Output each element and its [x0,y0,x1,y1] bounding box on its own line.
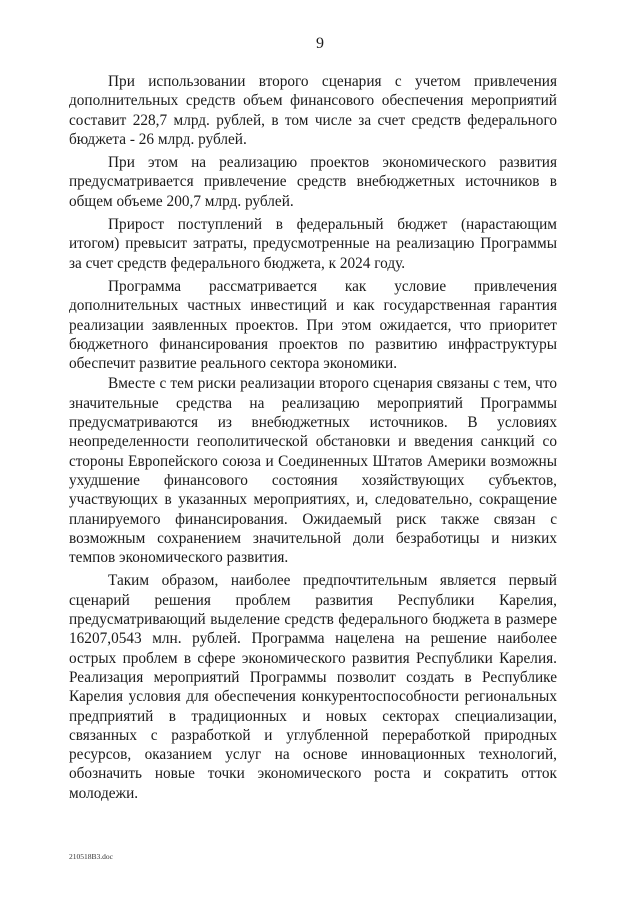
paragraph-scenario-two-funding: При использовании второго сценария с учетом привлечения дополнительных средств объем финансового обеспечения мероприятий составит 228,7 млрд. рублей, в том числе за счет средств федерального бюджета - 26 млрд. рублей. [69,73,557,148]
page-number: 9 [316,35,324,52]
body-text [69,72,557,807]
paragraph-conclusion: Таким образом, наиболее предпочтительным является первый сценарий решения проблем развития Республики Карелия, предусматривающий выделение средств федерального бюджета в размере 16207,0543 млн. рублей. Программа нацелена на решение наиболее острых проблем в сфере экономического развития Республики Карелия. Реализация мероприятий Программы позволит создать в Республике Карелия условия для обеспечения конкурентоспособности региональных предприятий в традиционных и новых секторах специализации, связанных с разработкой и углубленной переработкой природных ресурсов, оказанием услуг на основе инновационных технологий, обозначить новые точки экономического роста и сократить отток молодежи. [69,572,557,802]
paragraph-scenario-two-risks: Вместе с тем риски реализации второго сценария связаны с тем, что значительные средства на реализацию мероприятий Программы предусматриваются из внебюджетных источников. В условиях неопределенности геополитической обстановки и введения санкций со стороны Европейского союза и Соединенных Штатов Америки возможны ухудшение финансового состояния хозяйствующих субъектов, участвующих в указанных мероприятиях, и, следовательно, сокращение планируемого финансирования. Ожидаемый риск также связан с возможным сохранением значительной доли безработицы и низких темпов экономического развития. [69,375,557,567]
paragraph-program-guarantee: Программа рассматривается как условие привлечения дополнительных частных инвестиций и как государственная гарантия реализации заявленных проектов. При этом ожидается, что приоритет бюджетного финансирования проектов по развитию инфраструктуры обеспечит развитие реального сектора экономики. [69,277,557,373]
document-footer-code: 210518B3.doc [69,852,113,861]
paragraph-extrabudgetary-sources: При этом на реализацию проектов экономического развития предусматривается привлечение средств внебюджетных источников в общем объеме 200,7 млрд. рублей. [69,154,557,210]
paragraph-budget-revenue-growth: Прирост поступлений в федеральный бюджет (нарастающим итогом) превысит затраты, предусмотренные на реализацию Программы за счет средств федерального бюджета, к 2024 году. [69,216,557,272]
